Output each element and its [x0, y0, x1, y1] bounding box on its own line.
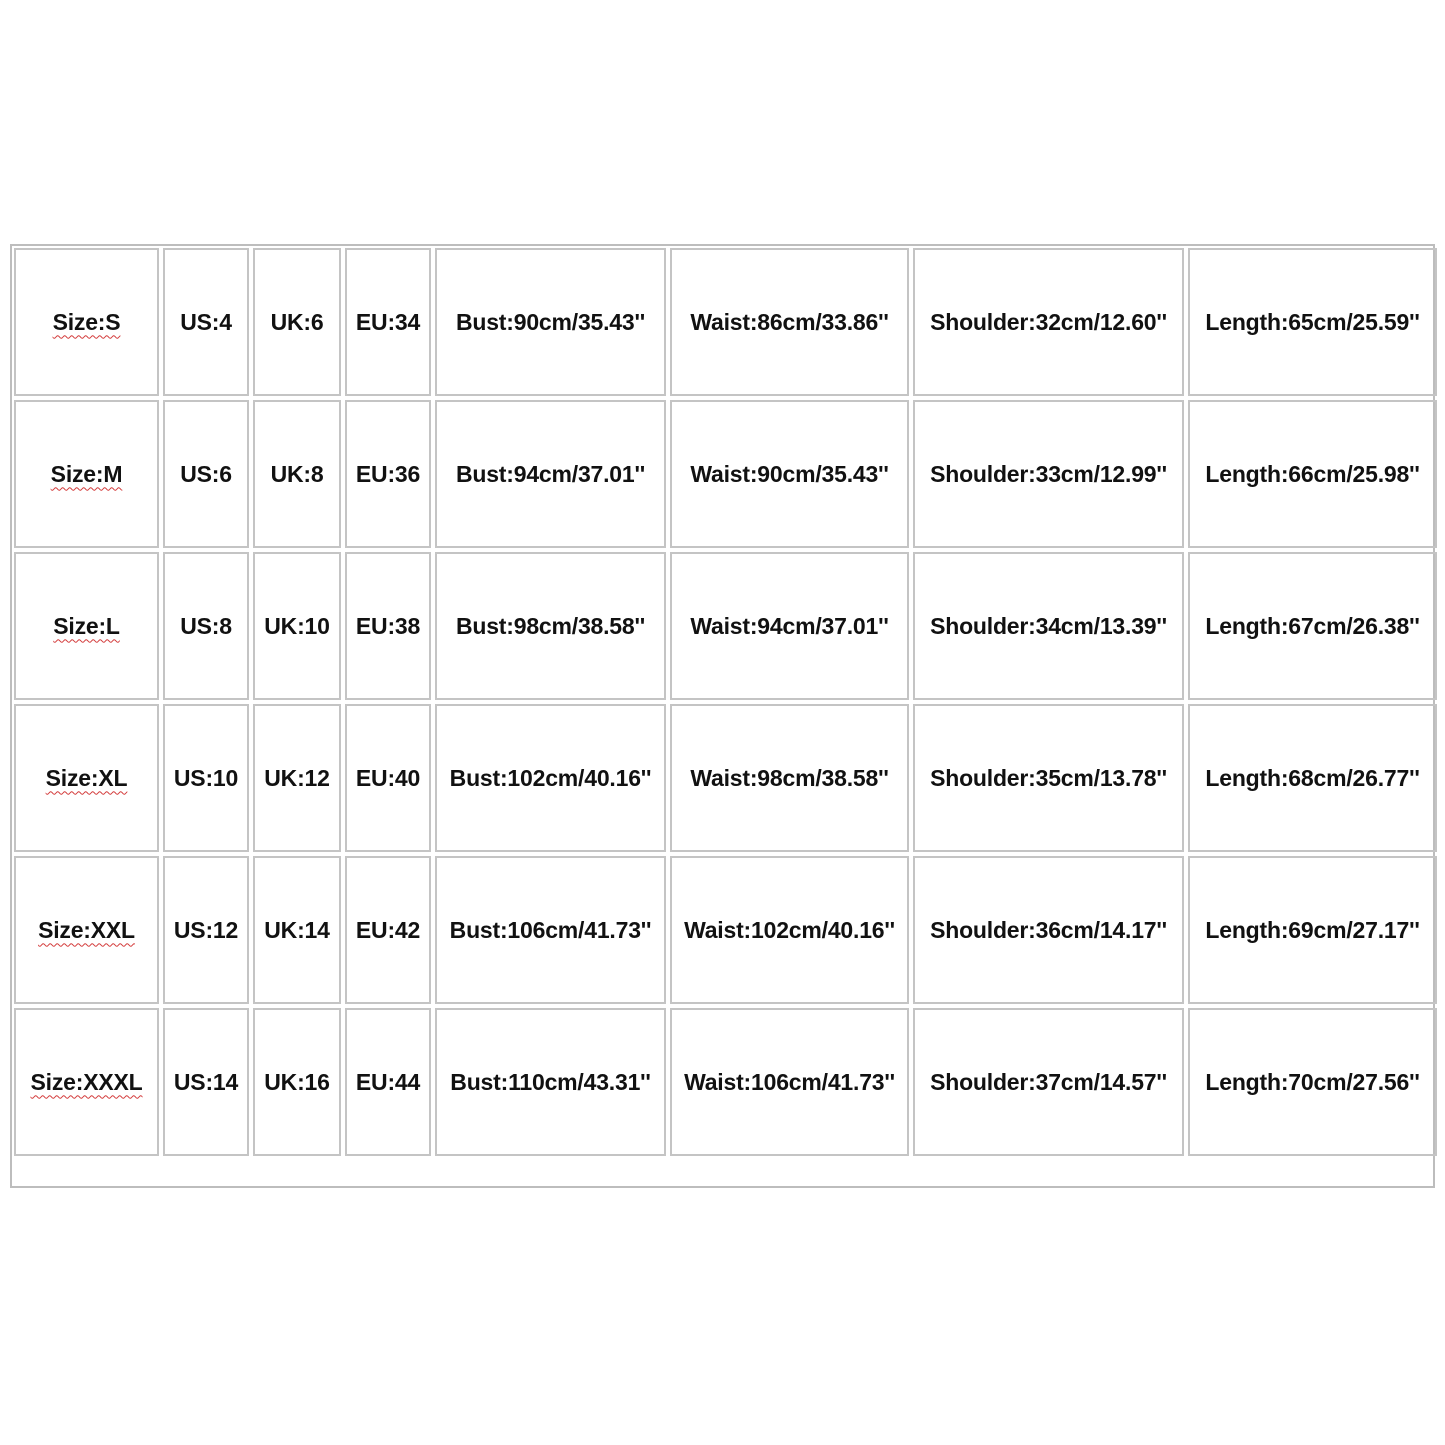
size-label: Size:L — [53, 612, 120, 639]
size-label: Size:XL — [45, 764, 128, 791]
length-cell: Length:68cm/26.77'' — [1188, 704, 1437, 852]
uk-size-cell: UK:8 — [253, 400, 341, 548]
shoulder-cell: Shoulder:32cm/12.60'' — [913, 248, 1184, 396]
size-label: Size:XXXL — [30, 1068, 143, 1095]
us-size-cell: US:8 — [163, 552, 249, 700]
shoulder-cell: Shoulder:37cm/14.57'' — [913, 1008, 1184, 1156]
bust-cell: Bust:106cm/41.73'' — [435, 856, 666, 1004]
length-cell: Length:69cm/27.17'' — [1188, 856, 1437, 1004]
uk-size-cell: UK:16 — [253, 1008, 341, 1156]
size-label: Size:XXL — [38, 916, 135, 943]
uk-size-cell: UK:12 — [253, 704, 341, 852]
waist-cell: Waist:102cm/40.16'' — [670, 856, 909, 1004]
size-chart-frame — [10, 244, 1435, 1188]
shoulder-cell: Shoulder:34cm/13.39'' — [913, 552, 1184, 700]
length-cell: Length:67cm/26.38'' — [1188, 552, 1437, 700]
uk-size-cell: UK:10 — [253, 552, 341, 700]
length-cell: Length:65cm/25.59'' — [1188, 248, 1437, 396]
waist-cell: Waist:90cm/35.43'' — [670, 400, 909, 548]
waist-cell: Waist:98cm/38.58'' — [670, 704, 909, 852]
waist-cell: Waist:94cm/37.01'' — [670, 552, 909, 700]
us-size-cell: US:6 — [163, 400, 249, 548]
length-cell: Length:70cm/27.56'' — [1188, 1008, 1437, 1156]
bust-cell: Bust:110cm/43.31'' — [435, 1008, 666, 1156]
size-row-s — [14, 248, 1437, 396]
eu-size-cell: EU:40 — [345, 704, 431, 852]
size-row-xxl — [14, 856, 1437, 1004]
bust-cell: Bust:98cm/38.58'' — [435, 552, 666, 700]
shoulder-cell: Shoulder:36cm/14.17'' — [913, 856, 1184, 1004]
length-cell: Length:66cm/25.98'' — [1188, 400, 1437, 548]
uk-size-cell: UK:14 — [253, 856, 341, 1004]
eu-size-cell: EU:42 — [345, 856, 431, 1004]
size-cell — [14, 1008, 159, 1156]
eu-size-cell: EU:36 — [345, 400, 431, 548]
eu-size-cell: EU:34 — [345, 248, 431, 396]
size-row-xxxl — [14, 1008, 1437, 1156]
size-label: Size:S — [52, 308, 121, 335]
eu-size-cell: EU:44 — [345, 1008, 431, 1156]
size-cell — [14, 248, 159, 396]
uk-size-cell: UK:6 — [253, 248, 341, 396]
size-row-m — [14, 400, 1437, 548]
waist-cell: Waist:106cm/41.73'' — [670, 1008, 909, 1156]
size-cell — [14, 552, 159, 700]
bust-cell: Bust:90cm/35.43'' — [435, 248, 666, 396]
us-size-cell: US:10 — [163, 704, 249, 852]
bust-cell: Bust:94cm/37.01'' — [435, 400, 666, 548]
size-chart-table — [10, 244, 1441, 1160]
waist-cell: Waist:86cm/33.86'' — [670, 248, 909, 396]
shoulder-cell: Shoulder:33cm/12.99'' — [913, 400, 1184, 548]
size-row-xl — [14, 704, 1437, 852]
shoulder-cell: Shoulder:35cm/13.78'' — [913, 704, 1184, 852]
eu-size-cell: EU:38 — [345, 552, 431, 700]
size-row-l — [14, 552, 1437, 700]
size-cell — [14, 856, 159, 1004]
us-size-cell: US:4 — [163, 248, 249, 396]
bust-cell: Bust:102cm/40.16'' — [435, 704, 666, 852]
us-size-cell: US:12 — [163, 856, 249, 1004]
size-cell — [14, 400, 159, 548]
size-cell — [14, 704, 159, 852]
size-label: Size:M — [50, 460, 123, 487]
us-size-cell: US:14 — [163, 1008, 249, 1156]
